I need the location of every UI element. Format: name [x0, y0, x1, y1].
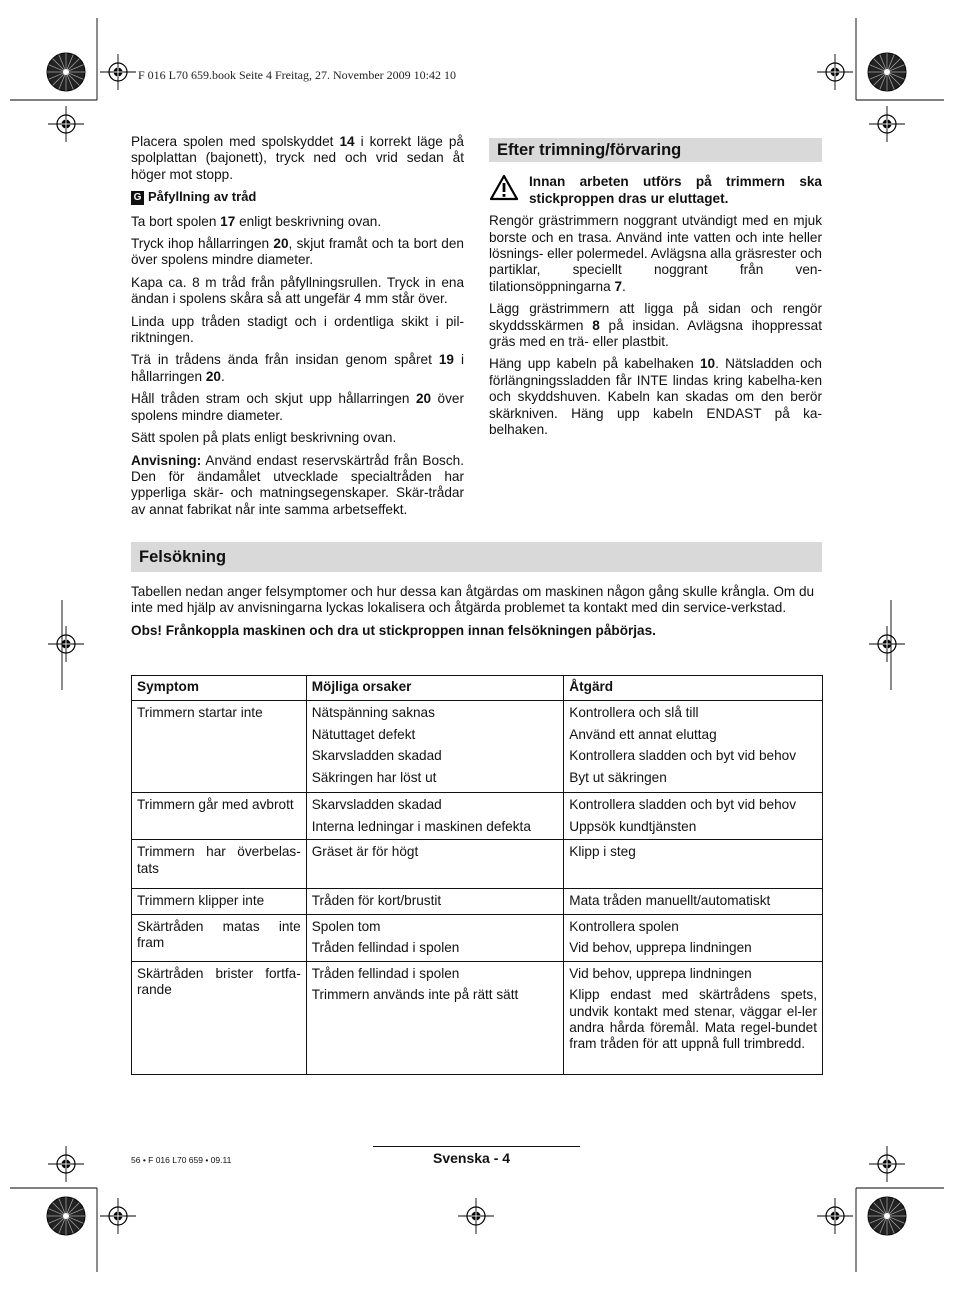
text-run: Trä in trådens ända från insidan genom spåret [131, 352, 439, 368]
action-cell [564, 793, 823, 840]
text-run: . [622, 278, 626, 294]
paragraph [131, 275, 464, 308]
paragraph [131, 453, 464, 519]
reference-number: 7 [614, 278, 623, 294]
action-line: Kontrollera sladden och byt vid behov [569, 797, 797, 813]
footer-doc-code: 56 • F 016 L70 659 • 09.11 [131, 1155, 232, 1165]
symptom-cell: Skärtråden brister fortfa-rande [132, 961, 307, 1074]
paragraph [131, 430, 464, 446]
reference-number: 20 [205, 368, 221, 384]
cause-line: Nätspänning saknas [311, 705, 435, 721]
cause-line: Skarvsladden skadad [311, 748, 442, 764]
warning-block [489, 174, 822, 207]
cause-line: Tråden fellindad i spolen [311, 965, 460, 981]
action-line: Vid behov, upprepa lindningen [569, 965, 752, 981]
paragraph [131, 391, 464, 424]
troubleshooting-notice: Obs! Frånkoppla maskinen och dra ut stickproppen innan felsökningen påbörjas. [131, 622, 656, 638]
print-header: F 016 L70 659.book Seite 4 Freitag, 27. November 2009 10:42 10 [138, 68, 456, 82]
cause-line: Tråden för kort/brustit [311, 893, 442, 909]
action-line: Byt ut säkringen [569, 769, 667, 785]
cause-line: Gräset är för högt [311, 844, 419, 860]
troubleshooting-table [131, 675, 823, 1075]
table-body [132, 701, 823, 1074]
table-row [132, 701, 823, 793]
troubleshooting-intro [131, 584, 822, 645]
action-line: Kontrollera spolen [569, 918, 679, 934]
cause-line: Trimmern används inte på rätt sätt [311, 987, 519, 1003]
header-symptom: Symptom [132, 676, 307, 701]
footer-page-label: Svenska - 4 [433, 1150, 511, 1166]
warning-triangle-icon [489, 174, 519, 201]
table-row [132, 914, 823, 961]
action-line: Klipp i steg [569, 844, 636, 860]
text-run: Häng upp kabeln på kabelhaken [489, 356, 700, 372]
text-run: Linda upp tråden stadigt och i ordentliga skikt i pil-riktningen. [131, 313, 464, 346]
right-paragraphs [489, 213, 822, 438]
text-run: Håll tråden stram och skjut upp hållarringen [131, 391, 416, 407]
text-run: Sätt spolen på plats enligt beskrivning ovan. [131, 430, 397, 446]
subheading-label: Påfyllning av tråd [148, 189, 257, 205]
section-heading-after-trimming: Efter trimning/förvaring [489, 138, 822, 162]
text-run: Lägg grästrimmern att ligga på sidan och rengör skyddsskärmen [489, 301, 822, 333]
action-line: Kontrollera sladden och byt vid behov [569, 748, 797, 764]
action-line: Mata tråden manuellt/automatiskt [569, 893, 771, 909]
figure-badge: G [131, 191, 144, 205]
cause-line: Skarvsladden skadad [311, 797, 442, 813]
reference-number: 10 [699, 356, 716, 372]
action-cell [564, 889, 823, 914]
action-line: Uppsök kundtjänsten [569, 818, 697, 834]
left-paragraphs [131, 214, 464, 519]
cause-cell [306, 914, 564, 961]
action-line: Vid behov, upprepa lindningen [569, 940, 752, 956]
text-run: Använd endast reservskärtråd från Bosch. Den för ändamålet utvecklade specialtråden har ypperliga skär- och matningsegenskaper. Skär-trådar av annat fabrikat når inte samma arbetseffekt. [131, 452, 464, 517]
symptom-cell: Trimmern går med avbrott [132, 793, 307, 840]
reference-number: 20 [273, 236, 289, 252]
paragraph [489, 301, 822, 350]
action-line: Använd ett annat eluttag [569, 726, 717, 742]
text-run: på insidan. Avlägsna ihoppressat gräs med en trä- eller plastbit. [489, 317, 822, 350]
header-causes: Möjliga orsaker [306, 676, 564, 701]
cause-line: Interna ledningar i maskinen defekta [311, 818, 531, 834]
text-run: . Nätsladden och förlängningssladden får INTE lindas kring kabelha-ken och skyddshuven. Kabeln kan skadas om den berör skärkniven. Häng upp kabeln ENDAST på ka-belhaken. [489, 356, 822, 438]
paragraph [131, 314, 464, 347]
symptom-cell: Trimmern klipper inte [132, 889, 307, 914]
text-run: i korrekt läge på spolplattan (bajonett), tryck ned och vrid sedan åt höger mot stopp. [131, 134, 464, 182]
left-column [131, 134, 464, 524]
action-cell [564, 701, 823, 793]
section-heading-troubleshooting: Felsökning [131, 542, 822, 572]
subheading-thread-refill [131, 189, 464, 205]
text-run: Ta bort spolen [131, 213, 221, 229]
reference-number: Anvisning: [131, 452, 202, 468]
paragraph [489, 356, 822, 438]
symptom-cell: Skärtråden matas inte fram [132, 914, 307, 961]
footer-rule [373, 1146, 580, 1147]
paragraph [131, 352, 464, 385]
reference-number: 19 [438, 352, 454, 368]
action-line: Klipp endast med skärtrådens spets, undvik kontakt med stenar, väggar el-ler andra hårda föremål. Mata regel-bundet fram tråden för att uppnå full trimbredd. [569, 987, 817, 1052]
table-row [132, 840, 823, 889]
paragraph [131, 236, 464, 269]
text-run: . [220, 368, 225, 384]
reference-number: 14 [339, 134, 355, 149]
cause-line: Nätuttaget defekt [311, 726, 416, 742]
text-run: Placera spolen med spolskyddet [131, 134, 340, 149]
paragraph [131, 214, 464, 230]
cause-cell [306, 961, 564, 1074]
paragraph [489, 213, 822, 295]
symptom-cell: Trimmern har överbelas-tats [132, 840, 307, 889]
table-row [132, 961, 823, 1074]
warning-text: Innan arbeten utförs på trimmern ska stickproppen dras ur eluttaget. [529, 174, 822, 206]
right-column [489, 138, 822, 445]
cause-line: Spolen tom [311, 918, 381, 934]
intro-paragraph [131, 134, 464, 183]
action-cell [564, 961, 823, 1074]
text-run: , skjut framåt och ta bort den över spolens mindre diameter. [131, 236, 464, 268]
text-run: Tryck ihop hållarringen [131, 236, 274, 252]
table-header-row [132, 676, 823, 701]
cause-line: Säkringen har löst ut [311, 769, 437, 785]
troubleshooting-intro-text: Tabellen nedan anger felsymptomer och hur dessa kan åtgärdas om maskinen någon gång skulle krångla. Om du inte med hjälp av anvisningarna lyckas lokalisera och åtgärda problemet ta kontakt med din service-verkstad. [131, 584, 815, 616]
text-run: i hållarringen [131, 352, 464, 384]
reference-number: 20 [415, 391, 432, 407]
header-action: Åtgärd [564, 676, 823, 701]
action-cell [564, 840, 823, 889]
cause-cell [306, 889, 564, 914]
action-cell [564, 914, 823, 961]
symptom-cell: Trimmern startar inte [132, 701, 307, 793]
table-row [132, 889, 823, 914]
cause-cell [306, 701, 564, 793]
text-run: över spolens mindre diameter. [131, 391, 464, 423]
reference-number: 17 [220, 213, 236, 229]
action-line: Kontrollera och slå till [569, 705, 699, 721]
table-row [132, 793, 823, 840]
text-run: Kapa ca. 8 m tråd från påfyllningsrullen. Tryck in ena ändan i spolens skåra så att ungefär 4 mm står över. [131, 274, 464, 307]
reference-number: 8 [592, 317, 600, 333]
text-run: Rengör grästrimmern noggrant utvändigt med en mjuk borste och en trasa. Använd inte vatten och inte heller lösnings- eller polermedel. Avlägsna alla gräsrester och partiklar, speciellt noggrant från ven-tilationsöppningarna [489, 213, 822, 294]
cause-line: Tråden fellindad i spolen [311, 940, 460, 956]
cause-cell [306, 793, 564, 840]
cause-cell [306, 840, 564, 889]
text-run: enligt beskrivning ovan. [235, 213, 382, 229]
